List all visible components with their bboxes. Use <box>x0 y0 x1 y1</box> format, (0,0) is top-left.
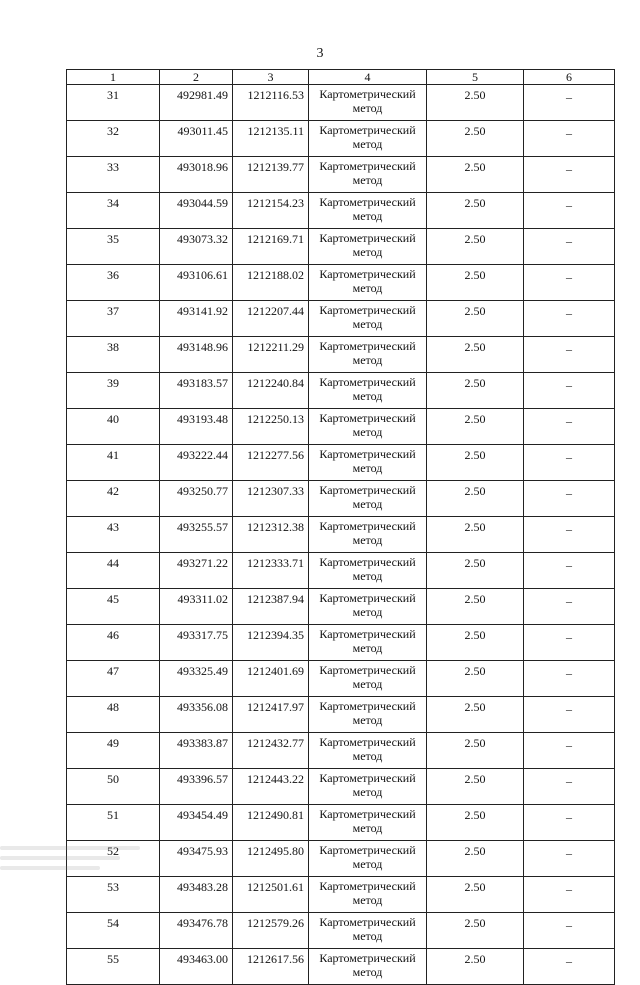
method-cell: Картометрический метод <box>309 121 427 157</box>
x-coordinate-cell: 492981.49 <box>160 85 233 121</box>
table-row <box>67 85 615 121</box>
table-row <box>67 373 615 409</box>
point-number-cell: 31 <box>67 85 160 121</box>
note-cell: – <box>524 445 615 481</box>
method-cell: Картометрический метод <box>309 229 427 265</box>
header-col-6: 6 <box>524 70 615 85</box>
point-number-cell: 55 <box>67 949 160 985</box>
point-number-cell: 34 <box>67 193 160 229</box>
precision-cell: 2.50 <box>427 841 524 877</box>
y-coordinate-cell: 1212401.69 <box>233 661 309 697</box>
note-cell: – <box>524 733 615 769</box>
table-row <box>67 301 615 337</box>
x-coordinate-cell: 493141.92 <box>160 301 233 337</box>
note-cell: – <box>524 517 615 553</box>
x-coordinate-cell: 493476.78 <box>160 913 233 949</box>
precision-cell: 2.50 <box>427 589 524 625</box>
point-number-cell: 51 <box>67 805 160 841</box>
method-cell: Картометрический метод <box>309 877 427 913</box>
table-row <box>67 229 615 265</box>
precision-cell: 2.50 <box>427 193 524 229</box>
x-coordinate-cell: 493106.61 <box>160 265 233 301</box>
y-coordinate-cell: 1212207.44 <box>233 301 309 337</box>
x-coordinate-cell: 493317.75 <box>160 625 233 661</box>
precision-cell: 2.50 <box>427 85 524 121</box>
precision-cell: 2.50 <box>427 301 524 337</box>
scan-artifact <box>0 840 150 880</box>
y-coordinate-cell: 1212501.61 <box>233 877 309 913</box>
header-col-4: 4 <box>309 70 427 85</box>
x-coordinate-cell: 493193.48 <box>160 409 233 445</box>
header-row <box>67 70 615 85</box>
method-cell: Картометрический метод <box>309 337 427 373</box>
y-coordinate-cell: 1212617.56 <box>233 949 309 985</box>
precision-cell: 2.50 <box>427 877 524 913</box>
point-number-cell: 53 <box>67 877 160 913</box>
y-coordinate-cell: 1212432.77 <box>233 733 309 769</box>
note-cell: – <box>524 553 615 589</box>
note-cell: – <box>524 409 615 445</box>
note-cell: – <box>524 769 615 805</box>
header-col-1: 1 <box>67 70 160 85</box>
table-row <box>67 193 615 229</box>
header-col-2: 2 <box>160 70 233 85</box>
precision-cell: 2.50 <box>427 769 524 805</box>
table-row <box>67 949 615 985</box>
precision-cell: 2.50 <box>427 697 524 733</box>
table-row <box>67 337 615 373</box>
table-row <box>67 589 615 625</box>
y-coordinate-cell: 1212116.53 <box>233 85 309 121</box>
x-coordinate-cell: 493383.87 <box>160 733 233 769</box>
precision-cell: 2.50 <box>427 553 524 589</box>
header-col-3: 3 <box>233 70 309 85</box>
note-cell: – <box>524 157 615 193</box>
note-cell: – <box>524 913 615 949</box>
y-coordinate-cell: 1212169.71 <box>233 229 309 265</box>
point-number-cell: 45 <box>67 589 160 625</box>
method-cell: Картометрический метод <box>309 265 427 301</box>
table-row <box>67 877 615 913</box>
table-row <box>67 265 615 301</box>
note-cell: – <box>524 265 615 301</box>
note-cell: – <box>524 661 615 697</box>
method-cell: Картометрический метод <box>309 409 427 445</box>
precision-cell: 2.50 <box>427 229 524 265</box>
note-cell: – <box>524 229 615 265</box>
precision-cell: 2.50 <box>427 445 524 481</box>
y-coordinate-cell: 1212250.13 <box>233 409 309 445</box>
x-coordinate-cell: 493325.49 <box>160 661 233 697</box>
point-number-cell: 47 <box>67 661 160 697</box>
point-number-cell: 48 <box>67 697 160 733</box>
table-row <box>67 481 615 517</box>
table-row <box>67 157 615 193</box>
method-cell: Картометрический метод <box>309 85 427 121</box>
x-coordinate-cell: 493483.28 <box>160 877 233 913</box>
method-cell: Картометрический метод <box>309 157 427 193</box>
x-coordinate-cell: 493356.08 <box>160 697 233 733</box>
note-cell: – <box>524 949 615 985</box>
y-coordinate-cell: 1212211.29 <box>233 337 309 373</box>
point-number-cell: 42 <box>67 481 160 517</box>
precision-cell: 2.50 <box>427 121 524 157</box>
point-number-cell: 40 <box>67 409 160 445</box>
method-cell: Картометрический метод <box>309 553 427 589</box>
x-coordinate-cell: 493073.32 <box>160 229 233 265</box>
y-coordinate-cell: 1212312.38 <box>233 517 309 553</box>
method-cell: Картометрический метод <box>309 301 427 337</box>
table-row <box>67 553 615 589</box>
x-coordinate-cell: 493222.44 <box>160 445 233 481</box>
method-cell: Картометрический метод <box>309 805 427 841</box>
point-number-cell: 54 <box>67 913 160 949</box>
table-row <box>67 733 615 769</box>
y-coordinate-cell: 1212387.94 <box>233 589 309 625</box>
precision-cell: 2.50 <box>427 373 524 409</box>
method-cell: Картометрический метод <box>309 913 427 949</box>
point-number-cell: 41 <box>67 445 160 481</box>
method-cell: Картометрический метод <box>309 841 427 877</box>
precision-cell: 2.50 <box>427 265 524 301</box>
method-cell: Картометрический метод <box>309 589 427 625</box>
method-cell: Картометрический метод <box>309 445 427 481</box>
table-row <box>67 409 615 445</box>
method-cell: Картометрический метод <box>309 373 427 409</box>
precision-cell: 2.50 <box>427 733 524 769</box>
point-number-cell: 32 <box>67 121 160 157</box>
y-coordinate-cell: 1212333.71 <box>233 553 309 589</box>
point-number-cell: 38 <box>67 337 160 373</box>
x-coordinate-cell: 493463.00 <box>160 949 233 985</box>
point-number-cell: 35 <box>67 229 160 265</box>
y-coordinate-cell: 1212394.35 <box>233 625 309 661</box>
precision-cell: 2.50 <box>427 805 524 841</box>
method-cell: Картометрический метод <box>309 661 427 697</box>
precision-cell: 2.50 <box>427 481 524 517</box>
point-number-cell: 50 <box>67 769 160 805</box>
table-row <box>67 661 615 697</box>
precision-cell: 2.50 <box>427 913 524 949</box>
x-coordinate-cell: 493396.57 <box>160 769 233 805</box>
note-cell: – <box>524 697 615 733</box>
table-row <box>67 445 615 481</box>
x-coordinate-cell: 493454.49 <box>160 805 233 841</box>
precision-cell: 2.50 <box>427 517 524 553</box>
y-coordinate-cell: 1212240.84 <box>233 373 309 409</box>
y-coordinate-cell: 1212277.56 <box>233 445 309 481</box>
method-cell: Картометрический метод <box>309 733 427 769</box>
point-number-cell: 46 <box>67 625 160 661</box>
x-coordinate-cell: 493018.96 <box>160 157 233 193</box>
note-cell: – <box>524 841 615 877</box>
header-col-5: 5 <box>427 70 524 85</box>
method-cell: Картометрический метод <box>309 625 427 661</box>
precision-cell: 2.50 <box>427 949 524 985</box>
precision-cell: 2.50 <box>427 157 524 193</box>
note-cell: – <box>524 121 615 157</box>
precision-cell: 2.50 <box>427 625 524 661</box>
x-coordinate-cell: 493255.57 <box>160 517 233 553</box>
y-coordinate-cell: 1212139.77 <box>233 157 309 193</box>
page-number: 3 <box>316 46 324 61</box>
table-header <box>67 70 615 85</box>
x-coordinate-cell: 493311.02 <box>160 589 233 625</box>
x-coordinate-cell: 493044.59 <box>160 193 233 229</box>
x-coordinate-cell: 493475.93 <box>160 841 233 877</box>
x-coordinate-cell: 493250.77 <box>160 481 233 517</box>
point-number-cell: 43 <box>67 517 160 553</box>
point-number-cell: 36 <box>67 265 160 301</box>
x-coordinate-cell: 493148.96 <box>160 337 233 373</box>
y-coordinate-cell: 1212443.22 <box>233 769 309 805</box>
table-row <box>67 805 615 841</box>
y-coordinate-cell: 1212490.81 <box>233 805 309 841</box>
y-coordinate-cell: 1212188.02 <box>233 265 309 301</box>
table-row <box>67 769 615 805</box>
note-cell: – <box>524 373 615 409</box>
precision-cell: 2.50 <box>427 661 524 697</box>
note-cell: – <box>524 877 615 913</box>
point-number-cell: 52 <box>67 841 160 877</box>
y-coordinate-cell: 1212417.97 <box>233 697 309 733</box>
table-row <box>67 517 615 553</box>
table-row <box>67 697 615 733</box>
point-number-cell: 39 <box>67 373 160 409</box>
precision-cell: 2.50 <box>427 409 524 445</box>
y-coordinate-cell: 1212495.80 <box>233 841 309 877</box>
note-cell: – <box>524 301 615 337</box>
method-cell: Картометрический метод <box>309 481 427 517</box>
note-cell: – <box>524 337 615 373</box>
table-row <box>67 625 615 661</box>
y-coordinate-cell: 1212307.33 <box>233 481 309 517</box>
method-cell: Картометрический метод <box>309 193 427 229</box>
x-coordinate-cell: 493183.57 <box>160 373 233 409</box>
note-cell: – <box>524 193 615 229</box>
y-coordinate-cell: 1212135.11 <box>233 121 309 157</box>
method-cell: Картометрический метод <box>309 517 427 553</box>
y-coordinate-cell: 1212154.23 <box>233 193 309 229</box>
note-cell: – <box>524 85 615 121</box>
method-cell: Картометрический метод <box>309 697 427 733</box>
method-cell: Картометрический метод <box>309 769 427 805</box>
point-number-cell: 33 <box>67 157 160 193</box>
point-number-cell: 44 <box>67 553 160 589</box>
note-cell: – <box>524 805 615 841</box>
x-coordinate-cell: 493271.22 <box>160 553 233 589</box>
table-row <box>67 913 615 949</box>
method-cell: Картометрический метод <box>309 949 427 985</box>
note-cell: – <box>524 481 615 517</box>
note-cell: – <box>524 625 615 661</box>
precision-cell: 2.50 <box>427 337 524 373</box>
point-number-cell: 37 <box>67 301 160 337</box>
note-cell: – <box>524 589 615 625</box>
point-number-cell: 49 <box>67 733 160 769</box>
y-coordinate-cell: 1212579.26 <box>233 913 309 949</box>
table-row <box>67 121 615 157</box>
x-coordinate-cell: 493011.45 <box>160 121 233 157</box>
